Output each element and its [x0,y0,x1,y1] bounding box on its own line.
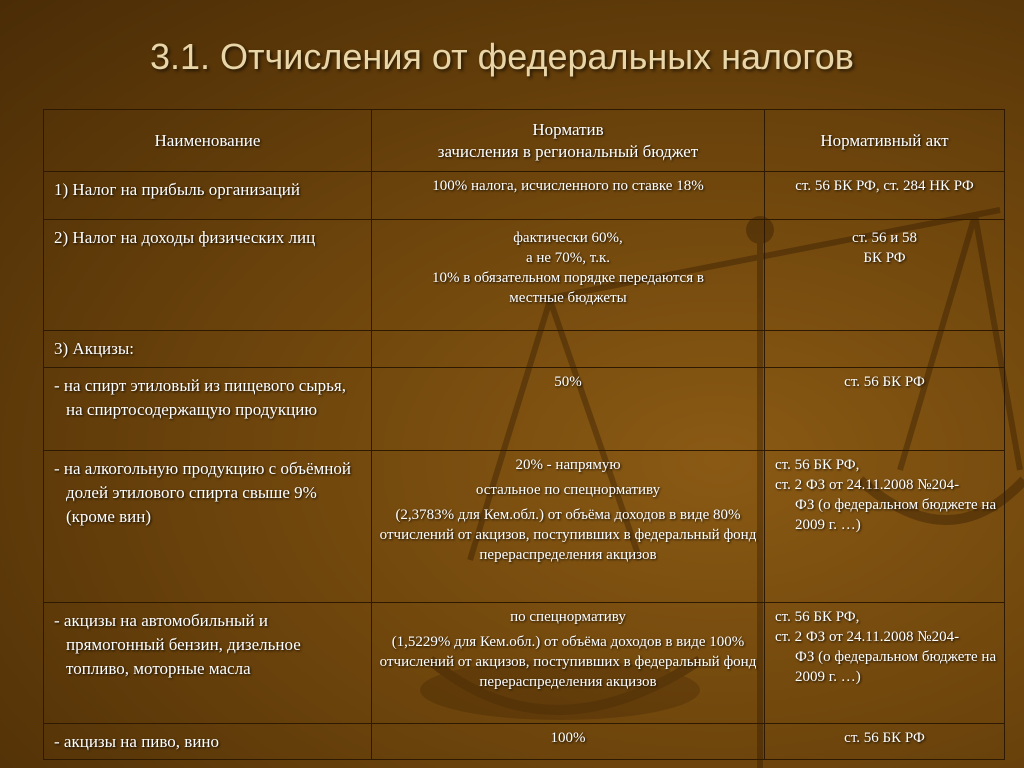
header-norm-line2: зачисления в региональный бюджет [437,141,699,161]
row-norm [372,603,765,724]
act-line: БК РФ [863,250,906,266]
row-norm [372,368,765,451]
norm-line: 50% [554,374,582,390]
row-act [765,172,1005,220]
row-norm [372,451,765,603]
norm-line: а не 70%, т.к. [525,250,611,266]
row-name: 2) Налог на доходы физических лиц [44,220,372,331]
act-line: ст. 56 БК РФ [844,730,925,746]
table-row [44,724,1005,760]
norm-line: по спецнормативу [510,609,626,625]
act-line: ФЗ (о федеральном бюджете на 2009 г. …) [795,497,997,533]
row-name: - акцизы на автомобильный и прямогонный бензин, дизельное топливо, моторные масла [44,603,372,724]
norm-line: 100% налога, исчисленного по ставке 18% [432,178,704,194]
act-line: ст. 56 БК РФ, [775,609,860,625]
act-line: ст. 56 БК РФ, ст. 284 НК РФ [795,178,974,194]
row-act [765,220,1005,331]
row-norm [372,172,765,220]
header-norm [372,110,765,172]
tax-table [43,109,1005,760]
row-act [765,724,1005,760]
row-name: - на алкогольную продукцию с объёмной долей этилового спирта свыше 9% (кроме вин) [44,451,372,603]
norm-line: местные бюджеты [509,290,627,306]
row-norm [372,724,765,760]
act-line: ст. 56 БК РФ, [775,457,860,473]
row-norm [372,220,765,331]
table-header-row [44,110,1005,172]
page-title: 3.1. Отчисления от федеральных налогов [150,36,854,77]
header-act: Нормативный акт [765,110,1005,172]
row-act [765,451,1005,603]
act-line: ст. 2 ФЗ от 24.11.2008 №204- [775,477,960,493]
row-act [765,331,1005,368]
norm-line: фактически 60%, [513,230,623,246]
header-norm-line1: Норматив [532,119,604,139]
row-act [765,603,1005,724]
norm-line: (2,3783% для Кем.обл.) от объёма доходов в виде 80% отчислений от акцизов, поступивших в федеральный фонд перераспределения акцизов [379,507,757,563]
norm-line: (1,5229% для Кем.обл.) от объёма доходов в виде 100% отчислений от акцизов, поступивших в федеральный фонд перераспределения акцизов [379,634,757,690]
norm-line: 100% [550,730,586,746]
row-act [765,368,1005,451]
table-row [44,331,1005,368]
table-row [44,603,1005,724]
row-name: - на спирт этиловый из пищевого сырья, на спиртосодержащую продукцию [44,368,372,451]
act-line: ФЗ (о федеральном бюджете на 2009 г. …) [795,649,997,685]
norm-line: 20% - напрямую [515,457,621,473]
row-name: 1) Налог на прибыль организаций [44,172,372,220]
act-line: ст. 56 БК РФ [844,374,925,390]
table-row [44,451,1005,603]
row-name: 3) Акцизы: [44,331,372,368]
act-line: ст. 56 и 58 [851,230,918,246]
table-row [44,220,1005,331]
row-name: - акцизы на пиво, вино [44,724,372,760]
norm-line: 10% в обязательном порядке передаются в [432,270,704,286]
norm-line: остальное по спецнормативу [475,482,661,498]
table-row [44,172,1005,220]
header-name: Наименование [44,110,372,172]
row-norm [372,331,765,368]
act-line: ст. 2 ФЗ от 24.11.2008 №204- [775,629,960,645]
table-row [44,368,1005,451]
